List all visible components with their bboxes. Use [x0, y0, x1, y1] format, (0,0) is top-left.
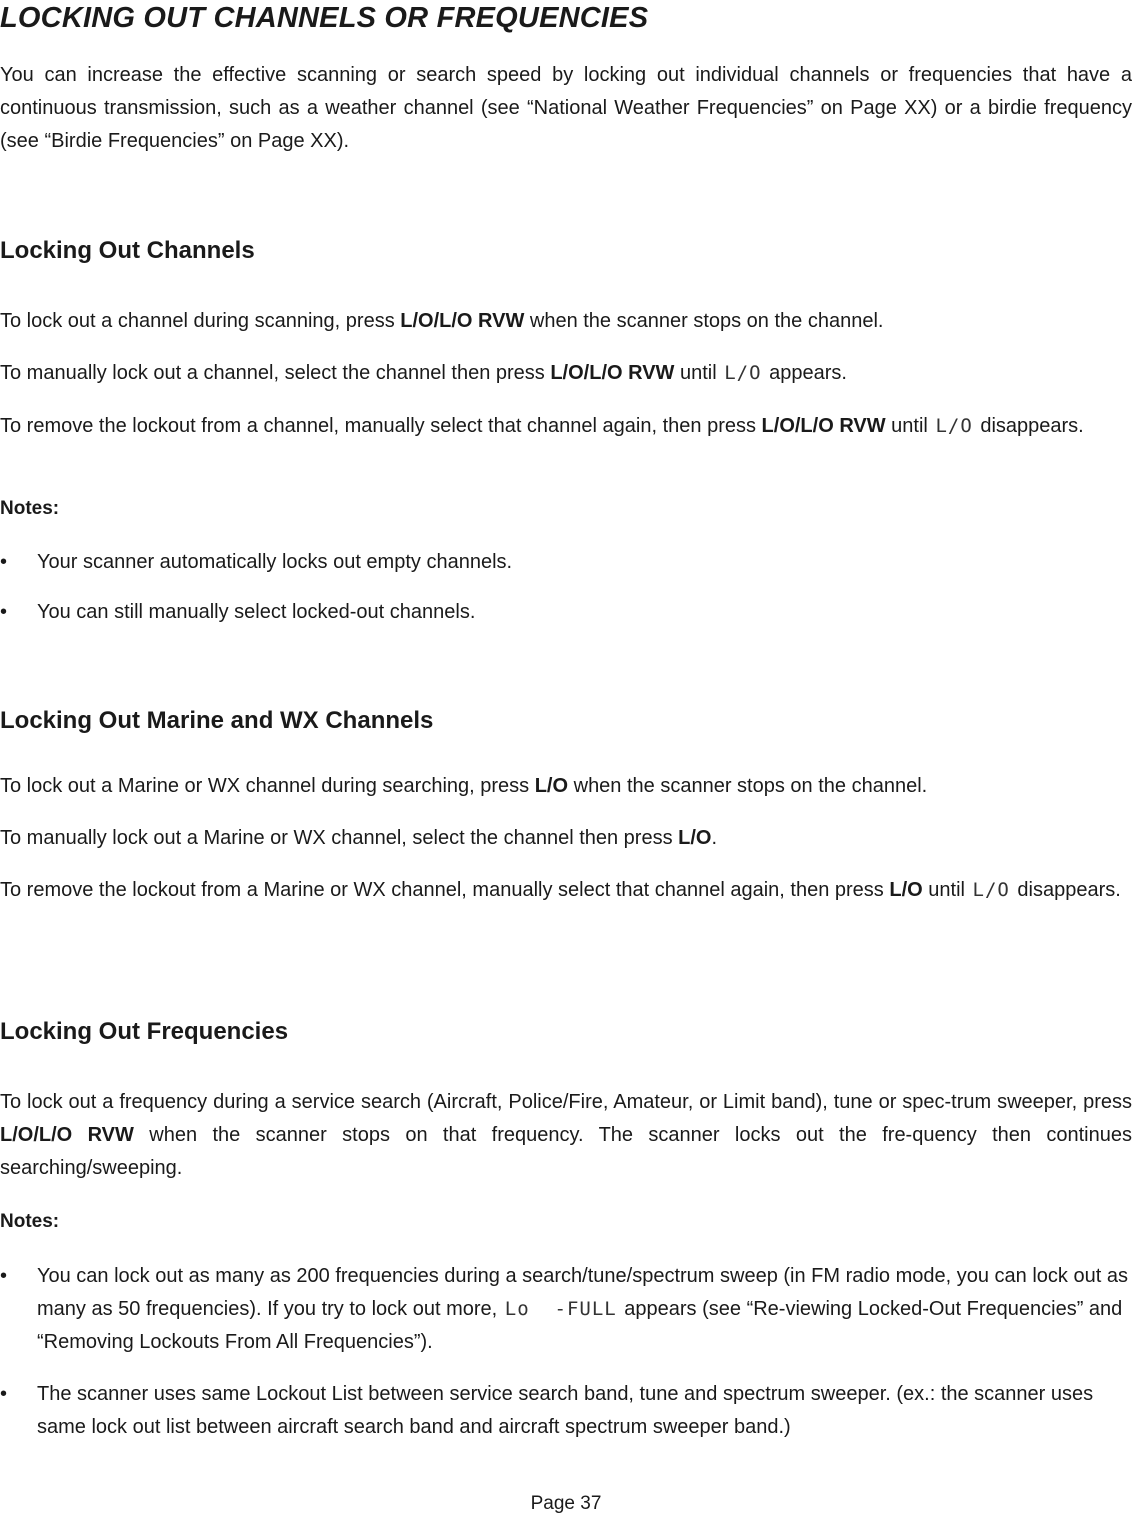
section-heading-frequencies: Locking Out Frequencies [0, 1018, 289, 1045]
marine-paragraph-1: To lock out a Marine or WX channel during searching, press L/O when the scanner stops on the channel. [0, 775, 928, 797]
page-number: Page 37 [530, 1493, 602, 1514]
key-label: L/O/L/O RVW [550, 362, 675, 384]
lcd-lockout-indicator: L/O [724, 362, 762, 384]
bullet-icon: • [0, 1265, 8, 1287]
key-label: L/O/L/O RVW [0, 1124, 134, 1146]
list-item: • The scanner uses same Lockout List between service search band, tune and spectrum sweeper. (ex.: the scanner uses same lock out list between aircraft search band and aircraft spectrum sweeper band.) [0, 1378, 1132, 1444]
bullet-icon: • [0, 551, 8, 573]
list-item: • You can still manually select locked-out channels. [0, 596, 1132, 629]
channels-paragraph-2: To manually lock out a channel, select the channel then press L/O/L/O RVW until L/O appears. [0, 357, 1132, 390]
lcd-lockout-indicator: L/O [935, 415, 973, 437]
key-label: L/O/L/O RVW [761, 415, 886, 437]
channels-paragraph-1: To lock out a channel during scanning, press L/O/L/O RVW when the scanner stops on the channel. [0, 310, 884, 332]
frequencies-paragraph-1: To lock out a frequency during a service search (Aircraft, Police/Fire, Amateur, or Limit band), tune or spec-trum sweeper, press L/O/L/O RVW when the scanner stops on that frequency. The scanner locks out the fre-quency then continues searching/sweeping. [0, 1091, 1132, 1179]
section-heading-marine-wx: Locking Out Marine and WX Channels [0, 707, 434, 734]
bullet-icon: • [0, 601, 8, 623]
key-label: L/O [889, 879, 923, 901]
page-title: LOCKING OUT CHANNELS OR FREQUENCIES [0, 2, 649, 34]
notes-label: Notes: [0, 1211, 60, 1232]
key-label: L/O/L/O RVW [400, 310, 525, 332]
marine-paragraph-3: To remove the lockout from a Marine or WX channel, manually select that channel again, then press L/O until L/O disappears. [0, 874, 1132, 907]
marine-paragraph-2: To manually lock out a Marine or WX channel, select the channel then press L/O. [0, 827, 718, 849]
list-item: • Your scanner automatically locks out empty channels. [0, 546, 1132, 579]
channels-paragraph-3: To remove the lockout from a channel, manually select that channel again, then press L/O/L/O RVW until L/O disappears. [0, 410, 1132, 443]
intro-paragraph: You can increase the effective scanning or search speed by locking out individual channels or frequencies that have a continuous transmission, such as a weather channel (see “National Weather Frequencies” on Page XX) or a birdie frequency (see “Birdie Frequencies” on Page XX). [0, 64, 1132, 152]
list-item: • You can lock out as many as 200 frequencies during a search/tune/spectrum sweep (in FM radio mode, you can lock out as many as 50 frequencies). If you try to lock out more, Lo -FULL appears (see “Re-viewing Locked-Out Frequencies” and “Removing Lockouts From All Frequencies”). [0, 1260, 1132, 1359]
lcd-lockout-indicator: L/O [972, 879, 1010, 901]
notes-label: Notes: [0, 498, 60, 519]
lcd-full-indicator: Lo -FULL [504, 1298, 617, 1320]
section-heading-channels: Locking Out Channels [0, 237, 255, 264]
key-label: L/O [678, 827, 712, 849]
key-label: L/O [534, 775, 569, 797]
bullet-icon: • [0, 1383, 8, 1405]
